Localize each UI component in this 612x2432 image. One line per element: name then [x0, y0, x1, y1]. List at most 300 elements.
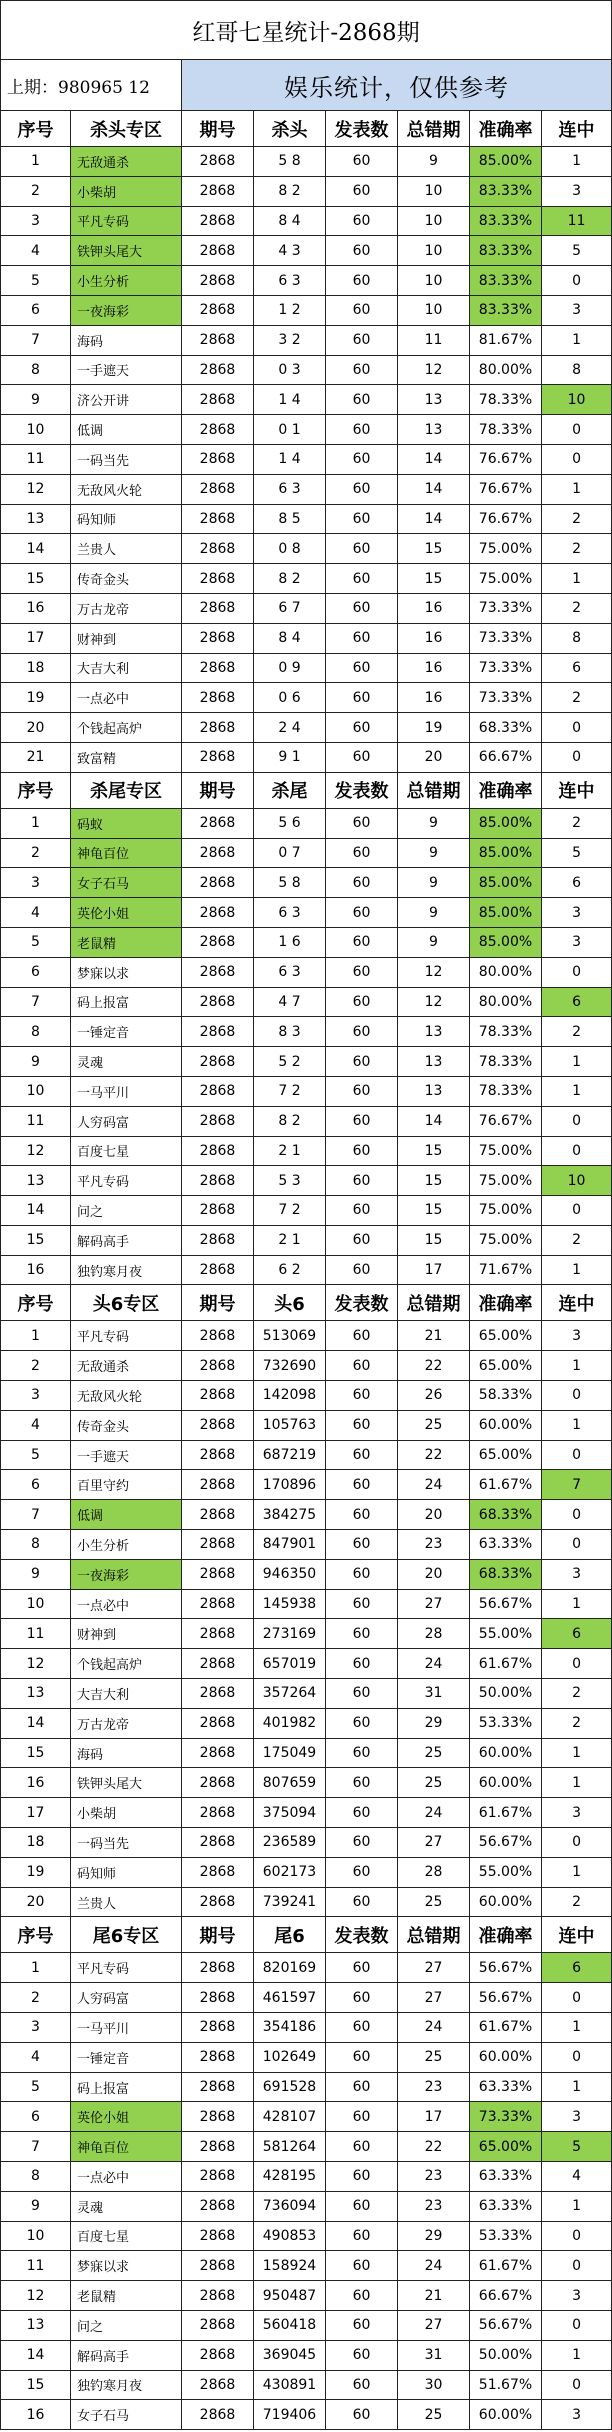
cell-period: 2868 [182, 1136, 254, 1166]
cell-accuracy: 78.33% [470, 415, 542, 445]
cell-count: 60 [326, 2191, 398, 2221]
cell-period: 2868 [182, 2132, 254, 2162]
cell-index: 4 [1, 1410, 71, 1440]
cell-period: 2868 [182, 898, 254, 928]
cell-index: 7 [1, 325, 71, 355]
cell-accuracy: 75.00% [470, 1166, 542, 1196]
table-row [1, 534, 612, 564]
cell-pick: 0 9 [254, 653, 326, 683]
column-header-name: 杀头专区 [71, 111, 182, 147]
cell-pick: 719406 [254, 2400, 326, 2430]
cell-pick: 142098 [254, 1381, 326, 1411]
cell-streak: 8 [542, 355, 612, 385]
cell-accuracy: 83.33% [470, 266, 542, 296]
cell-pick: 1 4 [254, 444, 326, 474]
cell-count: 60 [326, 1225, 398, 1255]
cell-index: 15 [1, 1738, 71, 1768]
cell-pick: 461597 [254, 1983, 326, 2013]
cell-period: 2868 [182, 1887, 254, 1917]
cell-streak: 1 [542, 564, 612, 594]
cell-name: 传奇金头 [71, 564, 182, 594]
cell-count: 60 [326, 147, 398, 177]
cell-count: 60 [326, 1470, 398, 1500]
cell-pick: 428107 [254, 2102, 326, 2132]
cell-count: 60 [326, 742, 398, 772]
cell-index: 3 [1, 206, 71, 236]
cell-pick: 4 7 [254, 987, 326, 1017]
cell-streak: 4 [542, 2162, 612, 2192]
cell-period: 2868 [182, 2310, 254, 2340]
cell-index: 17 [1, 623, 71, 653]
table-row [1, 1738, 612, 1768]
title-row [1, 1, 612, 60]
cell-period: 2868 [182, 236, 254, 266]
cell-period: 2868 [182, 1255, 254, 1285]
table-row [1, 504, 612, 534]
cell-accuracy: 63.33% [470, 2191, 542, 2221]
cell-pick: 8 5 [254, 504, 326, 534]
column-header-miss: 总错期 [398, 772, 470, 808]
cell-index: 19 [1, 1857, 71, 1887]
table-row [1, 2191, 612, 2221]
page-title: 红哥七星统计-2868期 [1, 1, 612, 60]
cell-index: 11 [1, 1619, 71, 1649]
cell-index: 13 [1, 2310, 71, 2340]
cell-count: 60 [326, 987, 398, 1017]
cell-accuracy: 78.33% [470, 1076, 542, 1106]
cell-pick: 8 2 [254, 1106, 326, 1136]
cell-miss: 25 [398, 1887, 470, 1917]
cell-accuracy: 73.33% [470, 683, 542, 713]
cell-miss: 24 [398, 2251, 470, 2281]
cell-miss: 12 [398, 957, 470, 987]
cell-pick: 8 2 [254, 564, 326, 594]
cell-accuracy: 68.33% [470, 713, 542, 743]
cell-count: 60 [326, 206, 398, 236]
cell-index: 2 [1, 838, 71, 868]
cell-miss: 24 [398, 1649, 470, 1679]
cell-pick: 5 8 [254, 868, 326, 898]
cell-pick: 236589 [254, 1828, 326, 1858]
cell-streak: 0 [542, 1530, 612, 1560]
cell-miss: 11 [398, 325, 470, 355]
table-row [1, 1708, 612, 1738]
cell-accuracy: 66.67% [470, 742, 542, 772]
cell-period: 2868 [182, 927, 254, 957]
cell-index: 14 [1, 2340, 71, 2370]
table-row [1, 1136, 612, 1166]
cell-index: 7 [1, 1500, 71, 1530]
cell-count: 60 [326, 266, 398, 296]
cell-name: 独钓寒月夜 [71, 1255, 182, 1285]
cell-accuracy: 76.67% [470, 1106, 542, 1136]
table-row [1, 1321, 612, 1351]
cell-streak: 1 [542, 2191, 612, 2221]
cell-name: 女子石马 [71, 2400, 182, 2430]
cell-accuracy: 63.33% [470, 2162, 542, 2192]
cell-accuracy: 85.00% [470, 868, 542, 898]
cell-count: 60 [326, 1196, 398, 1226]
table-row [1, 683, 612, 713]
cell-pick: 5 8 [254, 147, 326, 177]
cell-name: 致富精 [71, 742, 182, 772]
cell-name: 无敌通杀 [71, 1351, 182, 1381]
table-row [1, 1953, 612, 1983]
cell-streak: 3 [542, 2102, 612, 2132]
cell-name: 梦寐以求 [71, 957, 182, 987]
column-header-index: 序号 [1, 1285, 71, 1321]
cell-count: 60 [326, 1738, 398, 1768]
section-header-kill-tail [1, 772, 612, 808]
cell-count: 60 [326, 683, 398, 713]
cell-accuracy: 61.67% [470, 1470, 542, 1500]
cell-pick: 847901 [254, 1530, 326, 1560]
cell-pick: 7 2 [254, 1076, 326, 1106]
table-row [1, 2162, 612, 2192]
cell-count: 60 [326, 1679, 398, 1709]
cell-pick: 8 2 [254, 176, 326, 206]
cell-name: 问之 [71, 1196, 182, 1226]
cell-period: 2868 [182, 415, 254, 445]
cell-streak: 2 [542, 504, 612, 534]
cell-accuracy: 56.67% [470, 2310, 542, 2340]
cell-period: 2868 [182, 1983, 254, 2013]
cell-count: 60 [326, 1166, 398, 1196]
cell-accuracy: 78.33% [470, 1017, 542, 1047]
cell-accuracy: 83.33% [470, 176, 542, 206]
column-header-period: 期号 [182, 1285, 254, 1321]
cell-period: 2868 [182, 564, 254, 594]
column-header-count: 发表数 [326, 1917, 398, 1953]
table-row [1, 415, 612, 445]
cell-accuracy: 80.00% [470, 987, 542, 1017]
table-row [1, 2102, 612, 2132]
cell-pick: 158924 [254, 2251, 326, 2281]
column-header-index: 序号 [1, 772, 71, 808]
cell-miss: 9 [398, 808, 470, 838]
cell-count: 60 [326, 1768, 398, 1798]
cell-accuracy: 55.00% [470, 1619, 542, 1649]
table-row [1, 1768, 612, 1798]
cell-streak: 2 [542, 1708, 612, 1738]
cell-accuracy: 85.00% [470, 147, 542, 177]
cell-index: 3 [1, 1381, 71, 1411]
cell-miss: 13 [398, 415, 470, 445]
cell-accuracy: 75.00% [470, 1196, 542, 1226]
cell-index: 3 [1, 868, 71, 898]
cell-miss: 23 [398, 1530, 470, 1560]
cell-period: 2868 [182, 1440, 254, 1470]
cell-name: 一点必中 [71, 1589, 182, 1619]
cell-accuracy: 73.33% [470, 593, 542, 623]
table-row [1, 2340, 612, 2370]
cell-streak: 3 [542, 898, 612, 928]
cell-name: 小柴胡 [71, 1798, 182, 1828]
cell-accuracy: 65.00% [470, 1351, 542, 1381]
cell-miss: 23 [398, 2162, 470, 2192]
cell-name: 一锤定音 [71, 2042, 182, 2072]
cell-accuracy: 63.33% [470, 1530, 542, 1560]
cell-streak: 1 [542, 1351, 612, 1381]
table-row [1, 713, 612, 743]
cell-accuracy: 51.67% [470, 2370, 542, 2400]
table-row [1, 898, 612, 928]
cell-streak: 0 [542, 1136, 612, 1166]
cell-accuracy: 85.00% [470, 898, 542, 928]
table-row [1, 1225, 612, 1255]
cell-name: 铁钾头尾大 [71, 1768, 182, 1798]
cell-miss: 10 [398, 176, 470, 206]
cell-name: 神龟百位 [71, 2132, 182, 2162]
cell-accuracy: 61.67% [470, 1649, 542, 1679]
table-row [1, 1500, 612, 1530]
cell-index: 10 [1, 1076, 71, 1106]
cell-accuracy: 76.67% [470, 474, 542, 504]
table-row [1, 1589, 612, 1619]
cell-streak: 0 [542, 713, 612, 743]
cell-name: 码知师 [71, 1857, 182, 1887]
cell-index: 5 [1, 1440, 71, 1470]
column-header-accuracy: 准确率 [470, 1917, 542, 1953]
cell-index: 11 [1, 1106, 71, 1136]
cell-streak: 10 [542, 385, 612, 415]
cell-streak: 0 [542, 1983, 612, 2013]
cell-index: 18 [1, 653, 71, 683]
cell-index: 10 [1, 1589, 71, 1619]
cell-index: 5 [1, 2072, 71, 2102]
cell-count: 60 [326, 474, 398, 504]
cell-index: 11 [1, 2251, 71, 2281]
cell-count: 60 [326, 1983, 398, 2013]
cell-pick: 560418 [254, 2310, 326, 2340]
cell-streak: 3 [542, 295, 612, 325]
cell-accuracy: 55.00% [470, 1857, 542, 1887]
cell-streak: 1 [542, 2013, 612, 2043]
cell-accuracy: 65.00% [470, 1321, 542, 1351]
cell-index: 6 [1, 295, 71, 325]
cell-name: 一点必中 [71, 683, 182, 713]
cell-pick: 0 1 [254, 415, 326, 445]
cell-miss: 16 [398, 623, 470, 653]
cell-index: 19 [1, 683, 71, 713]
cell-miss: 28 [398, 1619, 470, 1649]
cell-index: 14 [1, 1196, 71, 1226]
cell-pick: 375094 [254, 1798, 326, 1828]
cell-streak: 0 [542, 2310, 612, 2340]
cell-miss: 16 [398, 653, 470, 683]
cell-streak: 11 [542, 206, 612, 236]
cell-name: 解码高手 [71, 2340, 182, 2370]
cell-streak: 0 [542, 742, 612, 772]
table-row [1, 2310, 612, 2340]
cell-miss: 29 [398, 1708, 470, 1738]
cell-count: 60 [326, 1798, 398, 1828]
cell-pick: 354186 [254, 2013, 326, 2043]
cell-name: 码知师 [71, 504, 182, 534]
cell-miss: 13 [398, 1076, 470, 1106]
cell-miss: 19 [398, 713, 470, 743]
cell-name: 灵魂 [71, 1047, 182, 1077]
cell-streak: 6 [542, 987, 612, 1017]
cell-count: 60 [326, 1500, 398, 1530]
cell-index: 16 [1, 2400, 71, 2430]
table-row [1, 1017, 612, 1047]
cell-pick: 6 7 [254, 593, 326, 623]
column-header-accuracy: 准确率 [470, 772, 542, 808]
subtitle-row [1, 60, 612, 111]
cell-pick: 739241 [254, 1887, 326, 1917]
cell-pick: 581264 [254, 2132, 326, 2162]
cell-streak: 0 [542, 1500, 612, 1530]
cell-count: 60 [326, 653, 398, 683]
cell-period: 2868 [182, 1500, 254, 1530]
cell-pick: 6 3 [254, 266, 326, 296]
table-row [1, 987, 612, 1017]
table-row [1, 236, 612, 266]
cell-name: 个钱起高炉 [71, 713, 182, 743]
cell-period: 2868 [182, 957, 254, 987]
cell-pick: 513069 [254, 1321, 326, 1351]
cell-miss: 10 [398, 266, 470, 296]
cell-miss: 10 [398, 236, 470, 266]
cell-streak: 2 [542, 534, 612, 564]
cell-period: 2868 [182, 1857, 254, 1887]
table-row [1, 1530, 612, 1560]
cell-index: 14 [1, 1708, 71, 1738]
cell-period: 2868 [182, 2042, 254, 2072]
cell-accuracy: 50.00% [470, 2340, 542, 2370]
cell-streak: 0 [542, 415, 612, 445]
cell-streak: 1 [542, 1768, 612, 1798]
table-row [1, 176, 612, 206]
cell-streak: 2 [542, 593, 612, 623]
cell-count: 60 [326, 1887, 398, 1917]
cell-name: 灵魂 [71, 2191, 182, 2221]
column-header-pick: 杀尾 [254, 772, 326, 808]
cell-miss: 9 [398, 927, 470, 957]
cell-accuracy: 58.33% [470, 1381, 542, 1411]
cell-accuracy: 60.00% [470, 1738, 542, 1768]
cell-miss: 21 [398, 2281, 470, 2311]
cell-miss: 17 [398, 2102, 470, 2132]
cell-streak: 6 [542, 1953, 612, 1983]
table-row [1, 593, 612, 623]
cell-period: 2868 [182, 1828, 254, 1858]
cell-period: 2868 [182, 2162, 254, 2192]
cell-miss: 14 [398, 1106, 470, 1136]
cell-count: 60 [326, 355, 398, 385]
cell-pick: 357264 [254, 1679, 326, 1709]
cell-name: 百度七星 [71, 1136, 182, 1166]
cell-name: 人穷码富 [71, 1106, 182, 1136]
cell-miss: 27 [398, 1828, 470, 1858]
table-row [1, 957, 612, 987]
table-row [1, 1983, 612, 2013]
cell-miss: 29 [398, 2221, 470, 2251]
cell-pick: 8 4 [254, 623, 326, 653]
cell-streak: 3 [542, 927, 612, 957]
cell-name: 无敌风火轮 [71, 474, 182, 504]
cell-index: 15 [1, 564, 71, 594]
cell-period: 2868 [182, 838, 254, 868]
cell-pick: 950487 [254, 2281, 326, 2311]
cell-pick: 0 8 [254, 534, 326, 564]
cell-miss: 25 [398, 1768, 470, 1798]
column-header-pick: 杀头 [254, 111, 326, 147]
cell-pick: 1 4 [254, 385, 326, 415]
cell-index: 4 [1, 236, 71, 266]
table-row [1, 927, 612, 957]
cell-pick: 175049 [254, 1738, 326, 1768]
cell-name: 码蚁 [71, 808, 182, 838]
cell-index: 1 [1, 1953, 71, 1983]
cell-pick: 6 2 [254, 1255, 326, 1285]
cell-pick: 2 4 [254, 713, 326, 743]
cell-period: 2868 [182, 1589, 254, 1619]
cell-streak: 1 [542, 2072, 612, 2102]
table-row [1, 1679, 612, 1709]
cell-count: 60 [326, 1953, 398, 1983]
cell-count: 60 [326, 1106, 398, 1136]
cell-name: 兰贵人 [71, 1887, 182, 1917]
cell-period: 2868 [182, 623, 254, 653]
cell-name: 平凡专码 [71, 206, 182, 236]
cell-period: 2868 [182, 1679, 254, 1709]
table-row [1, 653, 612, 683]
cell-period: 2868 [182, 1530, 254, 1560]
cell-streak: 0 [542, 1106, 612, 1136]
cell-index: 16 [1, 593, 71, 623]
cell-miss: 12 [398, 355, 470, 385]
column-header-index: 序号 [1, 1917, 71, 1953]
cell-period: 2868 [182, 206, 254, 236]
cell-miss: 20 [398, 1559, 470, 1589]
cell-miss: 31 [398, 1679, 470, 1709]
cell-accuracy: 68.33% [470, 1559, 542, 1589]
cell-streak: 2 [542, 1225, 612, 1255]
cell-count: 60 [326, 1589, 398, 1619]
cell-accuracy: 83.33% [470, 206, 542, 236]
table-row [1, 2072, 612, 2102]
cell-index: 15 [1, 1225, 71, 1255]
cell-count: 60 [326, 1321, 398, 1351]
cell-accuracy: 61.67% [470, 1798, 542, 1828]
cell-count: 60 [326, 1857, 398, 1887]
cell-name: 万古龙帝 [71, 593, 182, 623]
section-header-head6 [1, 1285, 612, 1321]
cell-streak: 7 [542, 1470, 612, 1500]
cell-period: 2868 [182, 444, 254, 474]
cell-streak: 1 [542, 1076, 612, 1106]
cell-streak: 3 [542, 1321, 612, 1351]
cell-streak: 3 [542, 176, 612, 206]
cell-name: 万古龙帝 [71, 1708, 182, 1738]
cell-streak: 2 [542, 1887, 612, 1917]
cell-name: 梦寐以求 [71, 2251, 182, 2281]
cell-count: 60 [326, 868, 398, 898]
cell-miss: 10 [398, 206, 470, 236]
cell-accuracy: 73.33% [470, 623, 542, 653]
table-row [1, 355, 612, 385]
cell-index: 8 [1, 1017, 71, 1047]
column-header-accuracy: 准确率 [470, 111, 542, 147]
table-row [1, 1076, 612, 1106]
cell-period: 2868 [182, 1798, 254, 1828]
cell-count: 60 [326, 1017, 398, 1047]
section-header-kill-head [1, 111, 612, 147]
column-header-miss: 总错期 [398, 1285, 470, 1321]
cell-count: 60 [326, 2251, 398, 2281]
